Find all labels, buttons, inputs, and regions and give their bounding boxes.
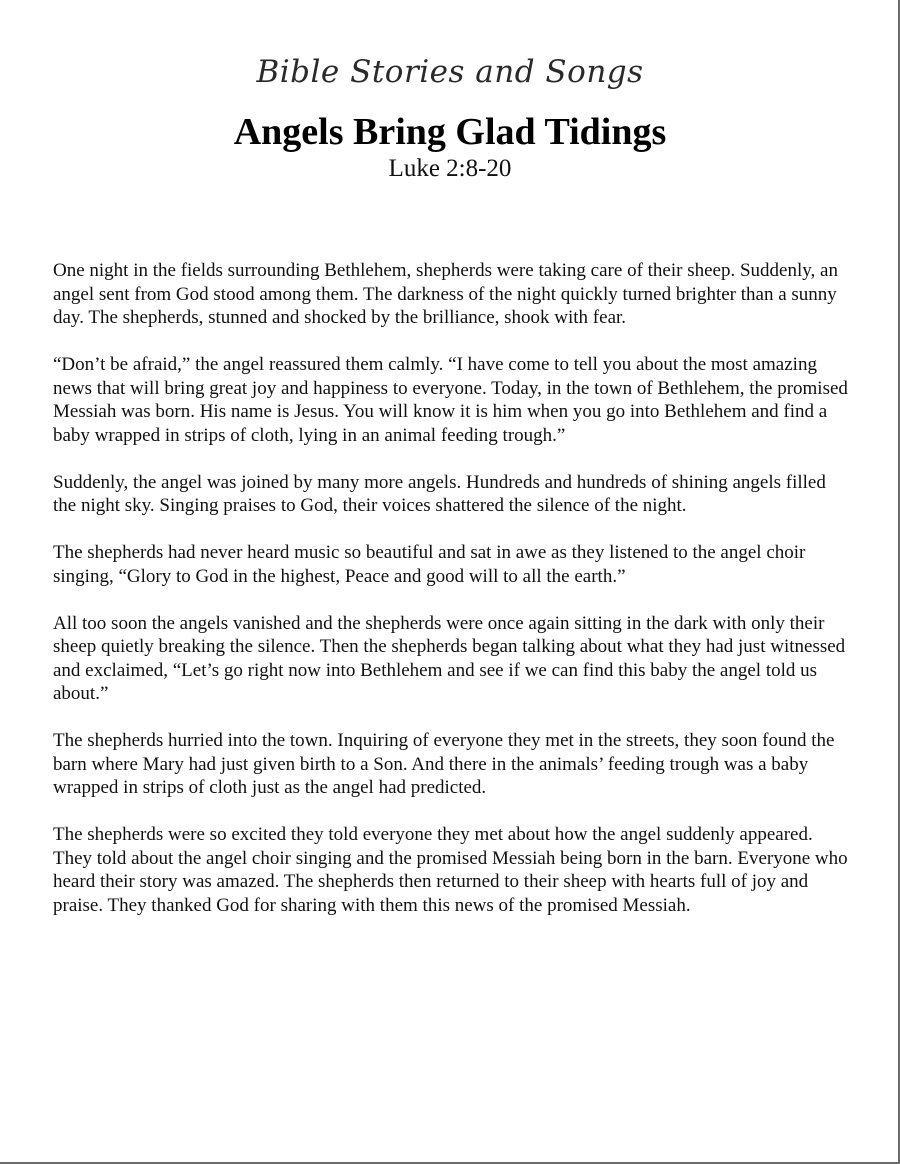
series-heading: Bible Stories and Songs	[256, 54, 644, 90]
scripture-reference: Luke 2:8-20	[388, 155, 512, 182]
story-body	[53, 259, 853, 941]
story-paragraph: The shepherds were so excited they told everyone they met about how the angel suddenly appeared. They told about the angel choir singing and the promised Messiah being born in the barn. Everyone who heard their story was amazed. The shepherds then returned to their sheep with hearts full of joy and praise. They thanked God for sharing with them this news of the promised Messiah.	[53, 824, 848, 916]
story-paragraph: All too soon the angels vanished and the shepherds were once again sitting in the dark with only their sheep quietly breaking the silence. Then the shepherds began talking about what they had just witnessed and exclaimed, “Let’s go right now into Bethlehem and see if we can find this baby the angel told us about.”	[53, 612, 846, 704]
story-paragraph: The shepherds hurried into the town. Inquiring of everyone they met in the streets, they soon found the barn where Mary had just given birth to a Son. And there in the animals’ feeding trough was a baby wrapped in strips of cloth just as the angel had predicted.	[53, 730, 835, 798]
story-paragraph: “Don’t be afraid,” the angel reassured them calmly. “I have come to tell you about the most amazing news that will bring great joy and happiness to everyone. Today, in the town of Bethlehem, the promised Messiah was born. His name is Jesus. You will know it is him when you go into Bethlehem and find a baby wrapped in strips of cloth, lying in an animal feeding trough.”	[53, 354, 848, 446]
story-paragraph: The shepherds had never heard music so beautiful and sat in awe as they listened to the angel choir singing, “Glory to God in the highest, Peace and good will to all the earth.”	[53, 542, 806, 587]
story-paragraph: One night in the fields surrounding Bethlehem, shepherds were taking care of their sheep. Suddenly, an angel sent from God stood among them. The darkness of the night quickly turned brighter than a sunny day. The shepherds, stunned and shocked by the brilliance, shook with fear.	[53, 260, 838, 328]
story-title: Angels Bring Glad Tidings	[233, 111, 667, 153]
story-paragraph: Suddenly, the angel was joined by many more angels. Hundreds and hundreds of shining angels filled the night sky. Singing praises to God, their voices shattered the silence of the night.	[53, 471, 826, 516]
